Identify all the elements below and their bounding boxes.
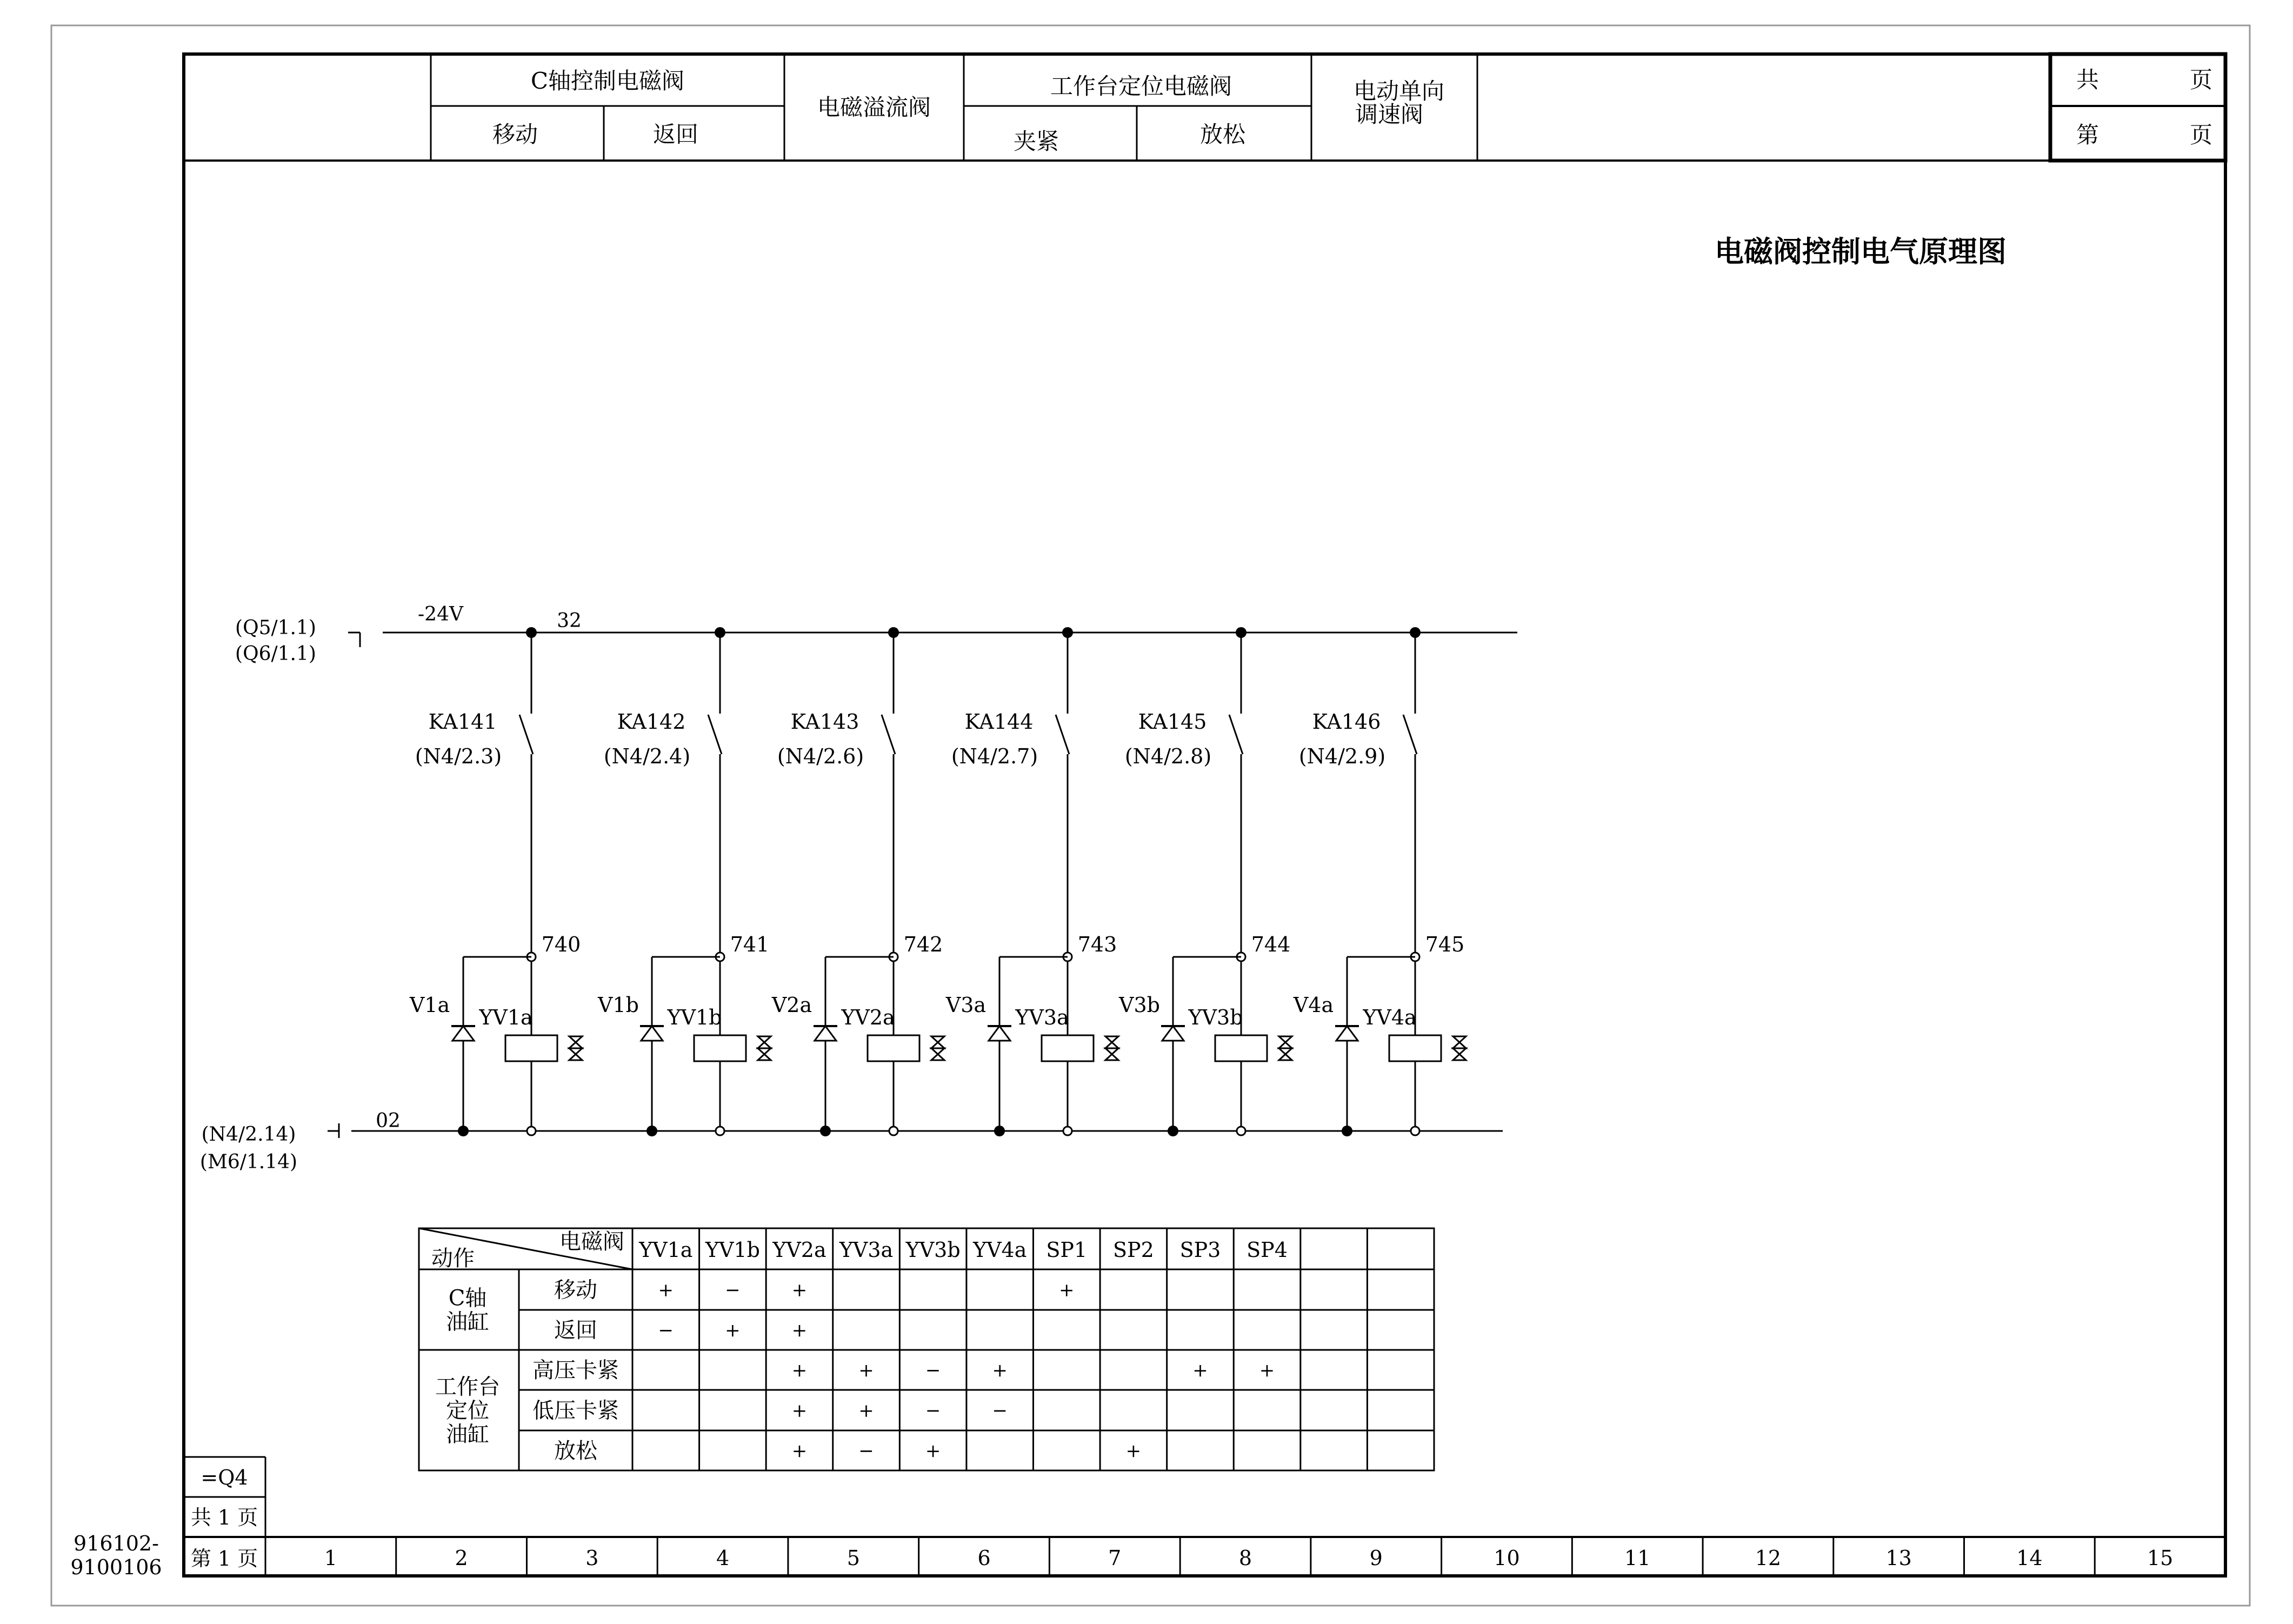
page-no-label: 第 — [2076, 122, 2099, 148]
solenoid-coil — [694, 1035, 746, 1061]
table-group-label: 定位 — [446, 1398, 489, 1423]
page-no-unit: 页 — [2189, 122, 2213, 148]
table-column-header: YV1a — [639, 1238, 693, 1262]
solenoid-coil — [1389, 1035, 1441, 1061]
top-bus-node: 32 — [557, 610, 582, 632]
table-column-header: SP4 — [1247, 1238, 1288, 1262]
wire-number: 742 — [903, 933, 943, 956]
relief-valve-label: 电磁溢流阀 — [817, 94, 931, 121]
table-column-header: YV3b — [905, 1238, 961, 1262]
wire-number: 743 — [1077, 933, 1117, 956]
footer-labels — [70, 1466, 258, 1579]
table-release-label: 放松 — [1199, 121, 1246, 148]
c-axis-valve-label: C轴控制电磁阀 — [530, 68, 685, 94]
diode-label: V3a — [945, 993, 986, 1017]
relay-label: KA145 — [1138, 710, 1207, 734]
valve-symbol-icon — [1453, 1036, 1466, 1060]
diode-icon — [1161, 1026, 1185, 1041]
valve-symbol-icon — [758, 1036, 771, 1060]
solenoid-coil — [505, 1035, 557, 1061]
bottom-bus-ref-1: (N4/2.14) — [201, 1123, 296, 1146]
valve-symbol-icon — [1279, 1036, 1292, 1060]
total-pages-label: 共 — [2076, 66, 2099, 93]
speed-valve-label-line2: 调速阀 — [1355, 101, 1424, 128]
table-group-label: 工作台 — [435, 1374, 500, 1400]
footer-column-number: 3 — [585, 1546, 599, 1570]
footer-column-number: 14 — [2016, 1546, 2043, 1570]
coil-label: YV3b — [1188, 1006, 1243, 1029]
footer-column-number: 12 — [1755, 1546, 1782, 1570]
table-column-header: YV3a — [839, 1238, 894, 1262]
footer-column-number: 1 — [324, 1546, 337, 1570]
relay-label: KA146 — [1312, 710, 1381, 734]
relay-contact — [1229, 715, 1243, 754]
footer-column-number: 4 — [716, 1546, 730, 1570]
coil-label: YV4a — [1363, 1006, 1417, 1029]
footer-column-number: 15 — [2147, 1546, 2174, 1570]
relay-label: KA142 — [617, 710, 686, 734]
table-group-label: 油缸 — [446, 1422, 489, 1447]
bottom-terminal — [1063, 1127, 1072, 1135]
footer-column-number: 2 — [455, 1546, 468, 1570]
relay-ref: (N4/2.3) — [415, 744, 502, 768]
table-cell: − — [992, 1400, 1008, 1422]
diode-label: V1a — [409, 993, 450, 1017]
diode-label: V3b — [1119, 993, 1160, 1017]
table-cell: − — [725, 1279, 741, 1301]
wire-number: 744 — [1251, 933, 1291, 956]
valve-symbol-icon — [931, 1036, 944, 1060]
drawing-number-line1: 916102- — [74, 1532, 159, 1555]
table-cell: + — [1059, 1279, 1075, 1301]
table-cell: + — [791, 1360, 808, 1381]
top-bus-ref-2: (Q6/1.1) — [235, 643, 316, 665]
wire-number: 745 — [1425, 933, 1465, 956]
valve-branches — [409, 627, 1466, 1136]
diode-icon — [451, 1026, 475, 1041]
relay-contact — [708, 715, 722, 754]
bottom-bus-ref-2: (M6/1.14) — [199, 1151, 298, 1173]
table-cell: + — [791, 1440, 808, 1462]
valve-branch — [409, 627, 582, 1136]
drawing-frame — [184, 54, 2225, 1576]
valve-symbol-icon — [1105, 1036, 1118, 1060]
diode-icon — [1335, 1026, 1359, 1041]
table-cell: + — [858, 1360, 874, 1381]
table-action-label: 低压卡紧 — [532, 1398, 619, 1423]
coil-label: YV2a — [841, 1006, 895, 1029]
table-column-header: SP3 — [1179, 1238, 1221, 1262]
relay-label: KA143 — [790, 710, 859, 734]
footer-column-number: 9 — [1369, 1546, 1383, 1570]
bottom-terminal — [527, 1127, 536, 1135]
footer-column-number: 7 — [1108, 1546, 1122, 1570]
relay-contact — [1403, 715, 1417, 754]
table-cell: − — [858, 1440, 874, 1462]
footer-column-number: 6 — [977, 1546, 991, 1570]
bottom-terminal — [716, 1127, 724, 1135]
bottom-bus — [200, 1110, 1503, 1173]
table-cell: + — [658, 1279, 674, 1301]
table-cell: + — [858, 1400, 874, 1422]
table-cell: + — [791, 1400, 808, 1422]
table-cell: − — [925, 1400, 941, 1422]
relay-ref: (N4/2.7) — [951, 744, 1038, 768]
diode-icon — [640, 1026, 664, 1041]
relay-contact — [1056, 715, 1069, 754]
relay-ref: (N4/2.9) — [1298, 744, 1386, 768]
diode-label: V2a — [771, 993, 812, 1017]
table-valve-label: 工作台定位电磁阀 — [1050, 73, 1232, 99]
valve-branch — [771, 627, 944, 1136]
footer-columns — [324, 1537, 2174, 1576]
bottom-terminal — [1411, 1127, 1419, 1135]
bottom-junction — [994, 1126, 1005, 1136]
diode-label: V4a — [1293, 993, 1334, 1017]
bottom-junction — [820, 1126, 831, 1136]
bottom-terminal — [889, 1127, 898, 1135]
table-cell: + — [992, 1360, 1008, 1381]
relay-ref: (N4/2.6) — [777, 744, 864, 768]
top-bus-ref-1: (Q5/1.1) — [235, 617, 316, 639]
footer-column-number: 13 — [1885, 1546, 1912, 1570]
coil-label: YV1b — [667, 1006, 722, 1029]
bottom-junction — [646, 1126, 657, 1136]
valve-branch — [1118, 627, 1292, 1136]
table-header-action: 动作 — [431, 1246, 475, 1271]
table-cell: − — [925, 1360, 941, 1381]
page-number: 第 1 页 — [190, 1547, 258, 1570]
valve-branch — [1293, 627, 1466, 1136]
table-cell: + — [791, 1279, 808, 1301]
relay-ref: (N4/2.8) — [1124, 744, 1212, 768]
table-cell: + — [925, 1440, 941, 1462]
drawing-number-line2: 9100106 — [70, 1555, 162, 1579]
c-axis-return-label: 返回 — [652, 121, 699, 148]
table-cell: + — [725, 1320, 741, 1341]
relay-label: KA144 — [964, 710, 1034, 734]
action-table — [419, 1228, 1434, 1470]
footer-column-number: 10 — [1494, 1546, 1520, 1570]
bottom-bus-node: 02 — [376, 1110, 401, 1132]
relay-contact — [519, 715, 533, 754]
coil-label: YV3a — [1015, 1006, 1069, 1029]
wire-number: 741 — [730, 933, 770, 956]
footer-column-number: 8 — [1238, 1546, 1252, 1570]
total-pages: 共 1 页 — [190, 1506, 258, 1529]
diode-icon — [814, 1026, 837, 1041]
diode-label: V1b — [598, 993, 639, 1017]
table-column-header: YV4a — [973, 1238, 1027, 1262]
bottom-junction — [1168, 1126, 1178, 1136]
location-code: =Q4 — [201, 1466, 248, 1489]
relay-contact — [882, 715, 895, 754]
table-header-valve: 电磁阀 — [559, 1229, 624, 1254]
table-clamp-label: 夹紧 — [1013, 128, 1059, 155]
table-column-header: SP2 — [1112, 1238, 1154, 1262]
bottom-terminal — [1237, 1127, 1245, 1135]
solenoid-coil — [1042, 1035, 1094, 1061]
wire-number: 740 — [541, 933, 581, 956]
top-bus — [235, 603, 1517, 665]
c-axis-move-label: 移动 — [492, 121, 538, 148]
valve-branch — [597, 627, 771, 1136]
table-group-label: 油缸 — [446, 1309, 489, 1335]
drawing-title: 电磁阀控制电气原理图 — [1715, 235, 2007, 269]
coil-label: YV1a — [479, 1006, 533, 1029]
table-column-header: SP1 — [1046, 1238, 1088, 1262]
valve-symbol-icon — [569, 1036, 582, 1060]
table-cell: − — [658, 1320, 674, 1341]
bottom-junction — [458, 1126, 469, 1136]
table-cell: + — [1259, 1360, 1275, 1381]
table-group-label: C轴 — [448, 1286, 487, 1311]
relay-ref: (N4/2.4) — [603, 744, 691, 768]
header-labels — [492, 66, 2212, 155]
valve-branch — [945, 627, 1118, 1136]
table-cell: + — [1125, 1440, 1142, 1462]
footer-column-number: 11 — [1624, 1546, 1651, 1570]
table-action-label: 移动 — [554, 1277, 597, 1303]
solenoid-coil — [1215, 1035, 1267, 1061]
speed-valve-label-line1: 电动单向 — [1353, 78, 1445, 104]
table-action-label: 返回 — [554, 1318, 597, 1343]
diode-icon — [988, 1026, 1011, 1041]
footer-block — [184, 1457, 2225, 1576]
relay-label: KA141 — [428, 710, 497, 734]
table-column-header: YV2a — [772, 1238, 826, 1262]
table-column-header: YV1b — [705, 1238, 760, 1262]
top-bus-voltage: -24V — [418, 603, 463, 625]
solenoid-coil — [868, 1035, 919, 1061]
table-action-label: 高压卡紧 — [532, 1358, 619, 1383]
table-cell: + — [1192, 1360, 1208, 1381]
bottom-junction — [1342, 1126, 1352, 1136]
table-cell: + — [791, 1320, 808, 1341]
table-action-label: 放松 — [554, 1439, 597, 1463]
footer-column-number: 5 — [846, 1546, 860, 1570]
total-pages-unit: 页 — [2189, 66, 2213, 93]
